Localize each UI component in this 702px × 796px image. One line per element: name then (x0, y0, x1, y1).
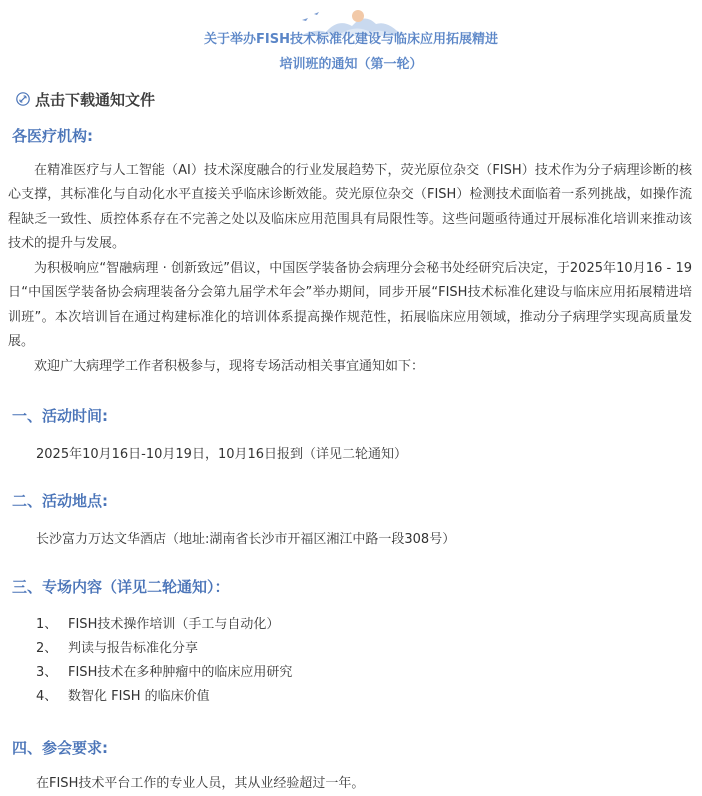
notice-title-line-1: 关于举办FISH技术标准化建设与临床应用拓展精进 (204, 32, 498, 47)
list-item-number: 1、 (36, 617, 58, 632)
section-body-time: 2025年10月16日-10月19日，10月16日报到（详见二轮通知） (36, 447, 408, 462)
section-heading-time: 一、活动时间: (12, 407, 108, 425)
list-item-text: FISH技术在多种肿瘤中的临床应用研究 (68, 665, 293, 680)
list-item-text: 数智化 FISH 的临床价值 (68, 689, 210, 704)
section-heading-content: 三、专场内容（详见二轮通知）： (12, 578, 230, 596)
list-item-number: 4、 (36, 689, 58, 704)
download-link-label: 点击下载通知文件 (35, 90, 156, 109)
list-item (36, 661, 292, 680)
list-item (36, 637, 198, 656)
section-heading-location: 二、活动地点: (12, 492, 108, 510)
paragraph-intro: 在精准医疗与人工智能（AI）技术深度融合的行业发展趋势下，荧光原位杂交（FISH）技术作为分子病理诊断的核心支撑，其标准化与自动化水平直接关乎临床诊断效能。荧光原位杂交（FISH）检测技术面临着一系列挑战，如操作流程缺乏一致性、质控体系存在不完善之处以及临床应用范围具有局限性等。这些问题亟待通过开展标准化培训来推动该技术的提升与发展。 (8, 163, 692, 251)
section-heading-requirements: 四、参会要求: (12, 739, 108, 757)
list-item-text: FISH技术操作培训（手工与自动化） (68, 617, 280, 632)
section-body-requirements: 在FISH技术平台工作的专业人员，其从业经验超过一年。 (36, 776, 365, 791)
paragraph-welcome: 欢迎广大病理学工作者积极参与，现将专场活动相关事宜通知如下： (34, 359, 425, 374)
link-icon (16, 92, 30, 106)
list-item (36, 613, 279, 632)
list-item-text: 判读与报告标准化分享 (68, 641, 199, 656)
list-item (36, 685, 210, 704)
paragraph-response: 为积极响应“智融病理 · 创新致远”倡议，中国医学装备协会病理分会秘书处经研究后决定，于2025年10月16 - 19日“中国医学装备协会病理装备分会第九届学术年会”举办期间，同步开展“FISH技术标准化建设与临床应用拓展精进培训班”。本次培训旨在通过构建标准化的培训体系提高操作规范性，拓展临床应用领域，推动分子病理学实现高质量发展。 (8, 261, 692, 349)
section-body-location: 长沙富力万达文华酒店（地址:湖南省长沙市开福区湘江中路一段308号） (36, 532, 456, 547)
list-item-number: 3、 (36, 665, 58, 680)
salutation: 各医疗机构: (12, 127, 93, 145)
download-link[interactable] (16, 88, 155, 110)
notice-title-line-2: 培训班的通知（第一轮） (279, 57, 423, 72)
list-item-number: 2、 (36, 641, 58, 656)
